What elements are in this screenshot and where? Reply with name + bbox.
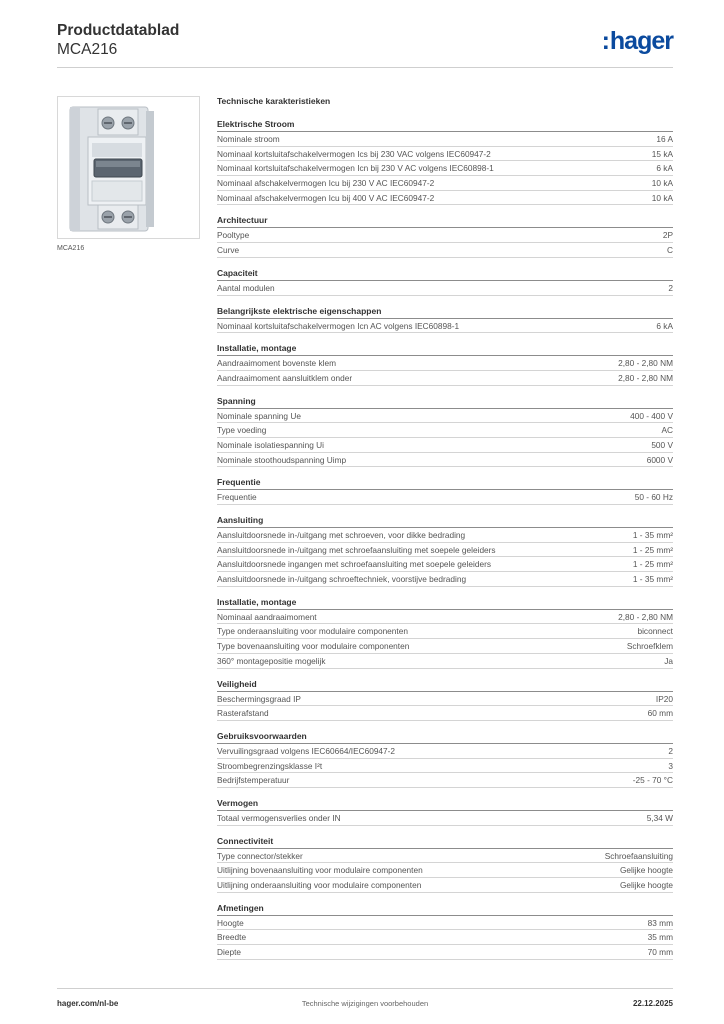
spec-row: [217, 191, 673, 206]
spec-row: [217, 528, 673, 543]
section-title: Aansluiting: [217, 512, 673, 528]
spec-section: [217, 676, 673, 721]
spec-label: Nominaal kortsluitafschakelvermogen Icn AC volgens IEC60898-1: [217, 320, 460, 331]
spec-row: [217, 811, 673, 826]
section-title: Installatie, montage: [217, 594, 673, 610]
spec-value: 6 kA: [656, 163, 673, 174]
circuit-breaker-illustration: [58, 97, 199, 238]
spec-section: [217, 728, 673, 788]
spec-label: Aandraaimoment aansluitklem onder: [217, 372, 353, 383]
spec-label: Aansluitdoorsnede in-/uitgang met schroefaansluiting met soepele geleiders: [217, 544, 496, 555]
footer-website: hager.com/nl-be: [57, 999, 119, 1008]
spec-row: [217, 572, 673, 587]
product-reference: MCA216: [57, 41, 118, 58]
spec-section: [217, 833, 673, 893]
spec-value: 1 - 35 mm²: [632, 574, 673, 585]
spec-value: 3: [668, 760, 673, 771]
spec-label: Nominaal afschakelvermogen Icu bij 400 V AC IEC60947-2: [217, 192, 435, 203]
spec-label: Nominaal kortsluitafschakelvermogen Icn bij 230 V AC volgens IEC60898-1: [217, 163, 494, 174]
spec-row: [217, 132, 673, 147]
spec-value: 1 - 25 mm²: [632, 559, 673, 570]
document-title: Productdatablad: [57, 22, 180, 39]
spec-value: Gelijke hoogte: [619, 865, 673, 876]
product-image: [57, 96, 200, 239]
spec-row: [217, 878, 673, 893]
spec-value: AC: [661, 425, 673, 436]
section-title: Elektrische Stroom: [217, 116, 673, 132]
spec-value: Ja: [664, 655, 673, 666]
spec-row: [217, 319, 673, 334]
section-title: Capaciteit: [217, 265, 673, 281]
spec-row: [217, 356, 673, 371]
spec-label: Rasterafstand: [217, 708, 269, 719]
spec-row: [217, 161, 673, 176]
spec-row: [217, 706, 673, 721]
spec-value: IP20: [655, 693, 673, 704]
spec-value: 50 - 60 Hz: [634, 492, 673, 503]
spec-value: 60 mm: [647, 708, 673, 719]
spec-row: [217, 409, 673, 424]
section-title: Architectuur: [217, 212, 673, 228]
spec-value: 2: [668, 745, 673, 756]
spec-value: 10 kA: [651, 192, 673, 203]
spec-row: [217, 916, 673, 931]
spec-value: biconnect: [637, 626, 673, 637]
spec-value: 70 mm: [647, 947, 673, 958]
spec-value: 2,80 - 2,80 NM: [618, 358, 673, 369]
spec-label: Pooltype: [217, 230, 250, 241]
spec-row: [217, 692, 673, 707]
section-title: Installatie, montage: [217, 340, 673, 356]
spec-value: 400 - 400 V: [630, 410, 673, 421]
section-title: Connectiviteit: [217, 833, 673, 849]
spec-section: [217, 795, 673, 826]
spec-label: Aandraaimoment bovenste klem: [217, 358, 336, 369]
spec-section: [217, 393, 673, 468]
spec-value: 2P: [662, 230, 673, 241]
spec-row: [217, 423, 673, 438]
specifications-heading: Technische karakteristieken: [217, 96, 331, 106]
spec-row: [217, 281, 673, 296]
spec-section: [217, 116, 673, 205]
spec-value: 6 kA: [656, 320, 673, 331]
spec-row: [217, 543, 673, 558]
spec-value: 500 V: [651, 439, 673, 450]
spec-sections: [217, 116, 673, 960]
spec-label: Totaal vermogensverlies onder IN: [217, 812, 341, 823]
spec-label: Nominale stroom: [217, 134, 280, 144]
spec-label: Type connector/stekker: [217, 850, 303, 861]
spec-row: [217, 453, 673, 468]
spec-label: Aantal modulen: [217, 282, 275, 293]
spec-row: [217, 759, 673, 774]
section-title: Vermogen: [217, 795, 673, 811]
spec-row: [217, 849, 673, 864]
footer-disclaimer: Technische wijzigingen voorbehouden: [301, 999, 429, 1008]
spec-section: [217, 594, 673, 669]
spec-row: [217, 773, 673, 788]
spec-value: 6000 V: [646, 454, 673, 465]
hager-logo: [602, 27, 673, 56]
spec-row: [217, 176, 673, 191]
spec-value: 2,80 - 2,80 NM: [618, 372, 673, 383]
product-image-caption: MCA216: [57, 245, 85, 252]
spec-value: 1 - 35 mm²: [632, 530, 673, 540]
spec-value: 10 kA: [651, 178, 673, 189]
spec-label: Aansluitdoorsnede ingangen met schroefaansluiting met soepele geleiders: [217, 559, 491, 570]
footer-date: 22.12.2025: [632, 999, 673, 1008]
spec-label: Nominaal aandraaimoment: [217, 611, 317, 622]
spec-row: [217, 654, 673, 669]
spec-value: 83 mm: [647, 917, 673, 928]
spec-label: Stroombegrenzingsklasse I²t: [217, 760, 323, 771]
spec-row: [217, 243, 673, 258]
spec-row: [217, 490, 673, 505]
section-title: Belangrijkste elektrische eigenschappen: [217, 303, 673, 319]
spec-row: [217, 228, 673, 243]
spec-value: Schroefklem: [626, 641, 673, 652]
spec-label: Aansluitdoorsnede in-/uitgang schroeftechniek, voorstijve bedrading: [217, 574, 467, 585]
spec-row: [217, 744, 673, 759]
spec-value: Gelijke hoogte: [619, 880, 673, 890]
spec-row: [217, 945, 673, 960]
spec-section: [217, 212, 673, 257]
spec-value: 5,34 W: [646, 812, 673, 823]
spec-row: [217, 624, 673, 639]
spec-section: [217, 303, 673, 334]
spec-label: Bedrijfstemperatuur: [217, 775, 290, 786]
spec-value: -25 - 70 °C: [632, 775, 673, 786]
spec-label: 360° montagepositie mogelijk: [217, 655, 326, 666]
spec-value: Schroefaansluiting: [604, 850, 673, 861]
spec-label: Nominale spanning Ue: [217, 410, 301, 421]
section-title: Gebruiksvoorwaarden: [217, 728, 673, 744]
spec-label: Diepte: [217, 947, 241, 958]
spec-value: 15 kA: [651, 148, 673, 159]
spec-row: [217, 639, 673, 654]
technical-specifications: [217, 94, 673, 967]
spec-row: [217, 147, 673, 162]
spec-section: [217, 900, 673, 960]
spec-label: Uitlijning onderaansluiting voor modulaire componenten: [217, 880, 422, 890]
logo-text: hager: [609, 27, 673, 55]
spec-value: 16 A: [656, 134, 673, 144]
spec-label: Hoogte: [217, 917, 244, 928]
spec-label: Frequentie: [217, 492, 257, 503]
document-header: [57, 22, 673, 68]
logo-colon-mark: :: [601, 27, 609, 55]
spec-label: Curve: [217, 245, 240, 256]
spec-section: [217, 474, 673, 505]
spec-label: Nominale stoothoudspanning Uimp: [217, 454, 347, 465]
spec-value: 35 mm: [647, 932, 673, 943]
spec-row: [217, 863, 673, 878]
spec-label: Type onderaansluiting voor modulaire componenten: [217, 626, 408, 637]
spec-section: [217, 265, 673, 296]
spec-row: [217, 371, 673, 386]
spec-label: Vervuilingsgraad volgens IEC60664/IEC60947-2: [217, 745, 396, 756]
spec-value: 2: [668, 282, 673, 293]
spec-row: [217, 610, 673, 625]
spec-value: 2,80 - 2,80 NM: [618, 611, 673, 622]
spec-row: [217, 557, 673, 572]
spec-label: Type voeding: [217, 425, 267, 436]
spec-section: [217, 340, 673, 385]
section-title: Spanning: [217, 393, 673, 409]
spec-label: Nominale isolatiespanning Ui: [217, 439, 324, 450]
spec-label: Uitlijning bovenaansluiting voor modulaire componenten: [217, 865, 423, 876]
section-title: Frequentie: [217, 474, 673, 490]
spec-label: Type bovenaansluiting voor modulaire componenten: [217, 641, 410, 652]
spec-row: [217, 438, 673, 453]
spec-row: [217, 930, 673, 945]
section-title: Veiligheid: [217, 676, 673, 692]
spec-value: 1 - 25 mm²: [632, 544, 673, 555]
section-title: Afmetingen: [217, 900, 673, 916]
spec-label: Aansluitdoorsnede in-/uitgang met schroeven, voor dikke bedrading: [217, 530, 466, 540]
spec-value: C: [667, 245, 673, 256]
spec-label: Breedte: [217, 932, 247, 943]
spec-label: Beschermingsgraad IP: [217, 693, 301, 704]
spec-label: Nominaal afschakelvermogen Icu bij 230 V AC IEC60947-2: [217, 178, 435, 189]
document-footer: [57, 988, 673, 1018]
spec-label: Nominaal kortsluitafschakelvermogen Ics bij 230 VAC volgens IEC60947-2: [217, 148, 491, 159]
spec-section: [217, 512, 673, 587]
